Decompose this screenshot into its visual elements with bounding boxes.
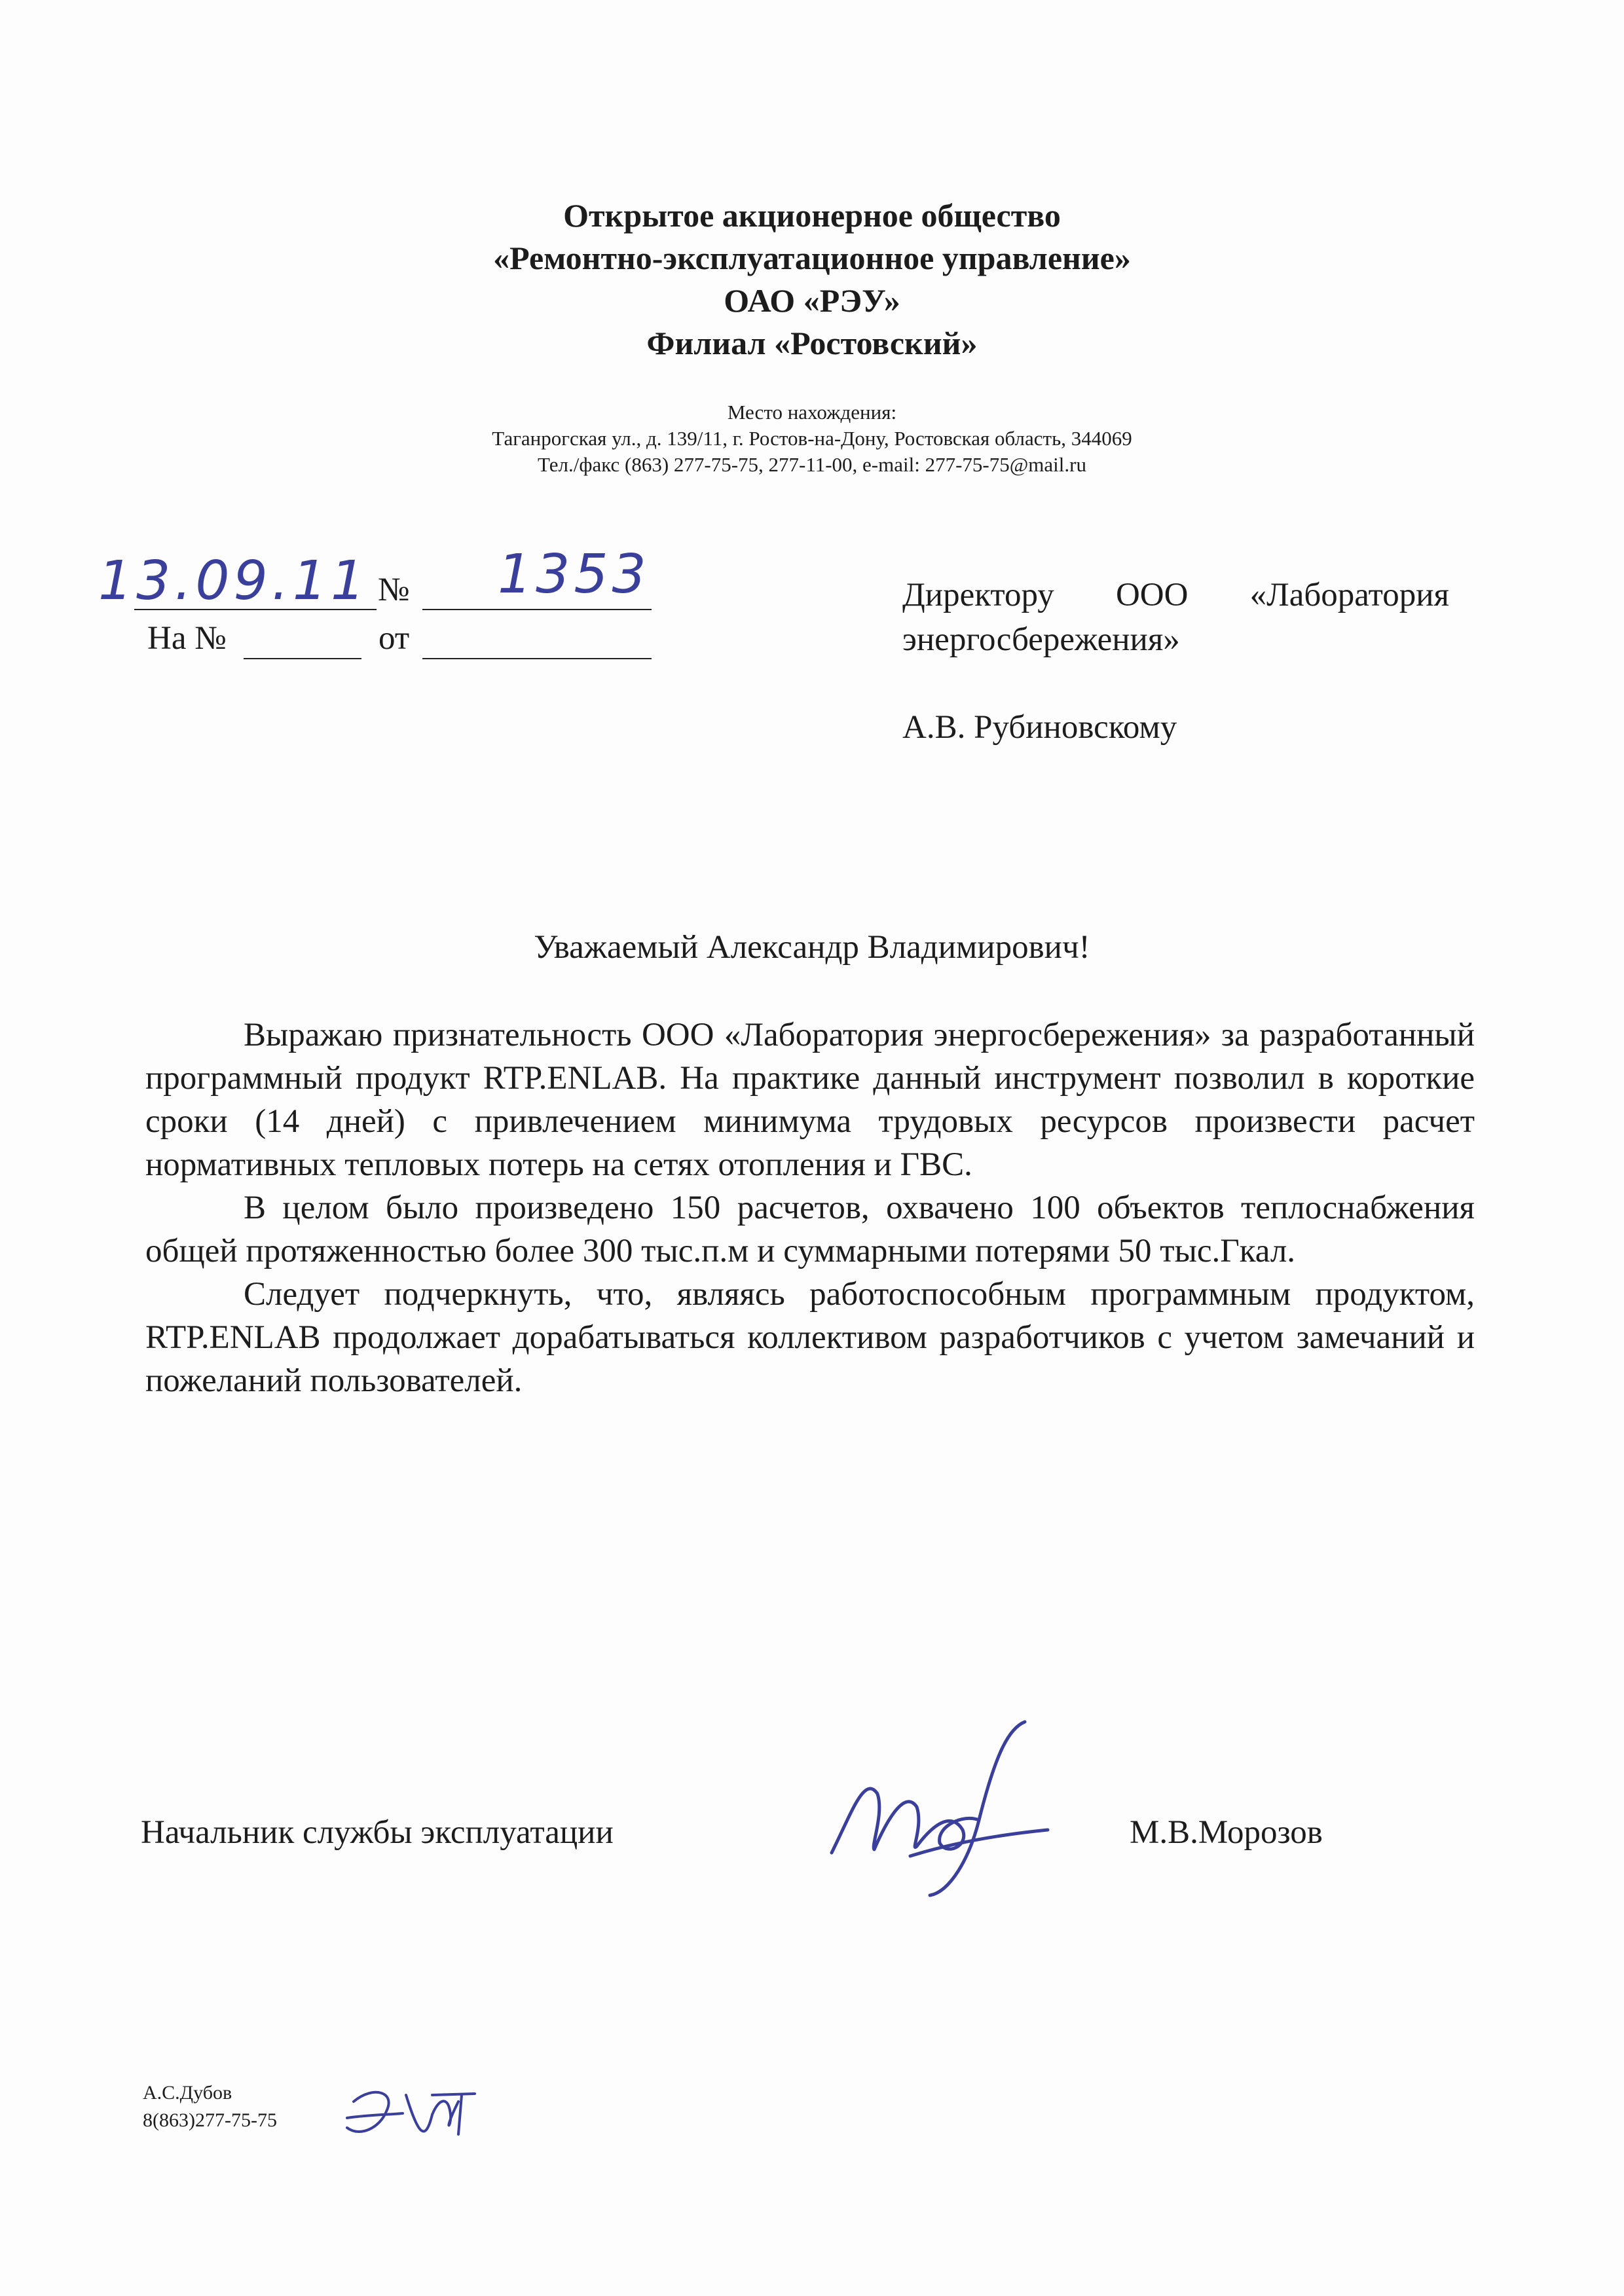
from-label: от xyxy=(378,620,410,657)
ref-number-line xyxy=(244,658,361,659)
body-paragraph-2: В целом было произведено 150 расчетов, охвачено 100 объектов теплоснабжения общей протяженностью более 300 тыс.п.м и суммарными потерями 50 тыс.Гкал. xyxy=(145,1190,1475,1269)
branch-name: Филиал «Ростовский» xyxy=(646,325,978,361)
ref-date-line xyxy=(422,658,652,659)
org-short-name: ОАО «РЭУ» xyxy=(724,282,900,319)
signature-mark xyxy=(812,1715,1061,1912)
recipient-name: А.В. Рубиновскому xyxy=(902,709,1177,746)
recipient-line2: энергосбережения» xyxy=(902,621,1180,658)
body-paragraph-1: Выражаю признательность ООО «Лаборатория энергосбережения» за разработанный программный продукт RTP.ENLAB. На практике данный инструмент позволил в короткие сроки (14 дней) с привлечением минимума трудовых ресурсов произвести расчет нормативных тепловых потерь на сетях отопления и ГВС. xyxy=(145,1017,1475,1183)
letter-body xyxy=(145,1013,1475,1402)
greeting: Уважаемый Александр Владимирович! xyxy=(534,929,1090,966)
address-contacts: Тел./факс (863) 277-75-75, 277-11-00, e-mail: 277-75-75@mail.ru xyxy=(538,453,1086,476)
org-title: Открытое акционерное общество xyxy=(563,197,1061,234)
body-paragraph-3: Следует подчеркнуть, что, являясь работоспособным программным продуктом, RTP.ENLAB продолжает дорабатываться коллективом разработчиков с учетом замечаний и пожеланий пользователей. xyxy=(145,1276,1475,1399)
number-label: № xyxy=(378,572,410,608)
executor-phone: 8(863)277-75-75 xyxy=(143,2109,277,2131)
org-full-name: «Ремонтно-эксплуатационное управление» xyxy=(493,240,1131,276)
number-handwritten: 1353 xyxy=(498,543,650,606)
recipient-line1: Директору ООО «Лаборатория xyxy=(902,577,1449,613)
number-line xyxy=(422,609,652,610)
signer-position: Начальник службы эксплуатации xyxy=(141,1814,614,1851)
address-street: Таганрогская ул., д. 139/11, г. Ростов-на-Дону, Ростовская область, 344069 xyxy=(492,427,1132,450)
address-label: Место нахождения: xyxy=(727,401,897,424)
ref-label: На № xyxy=(147,620,227,657)
date-handwritten: 13.09.11 xyxy=(98,550,369,612)
executor-name: А.С.Дубов xyxy=(143,2082,232,2104)
signer-name: М.В.Морозов xyxy=(1130,1814,1323,1851)
initials-mark xyxy=(334,2075,485,2154)
